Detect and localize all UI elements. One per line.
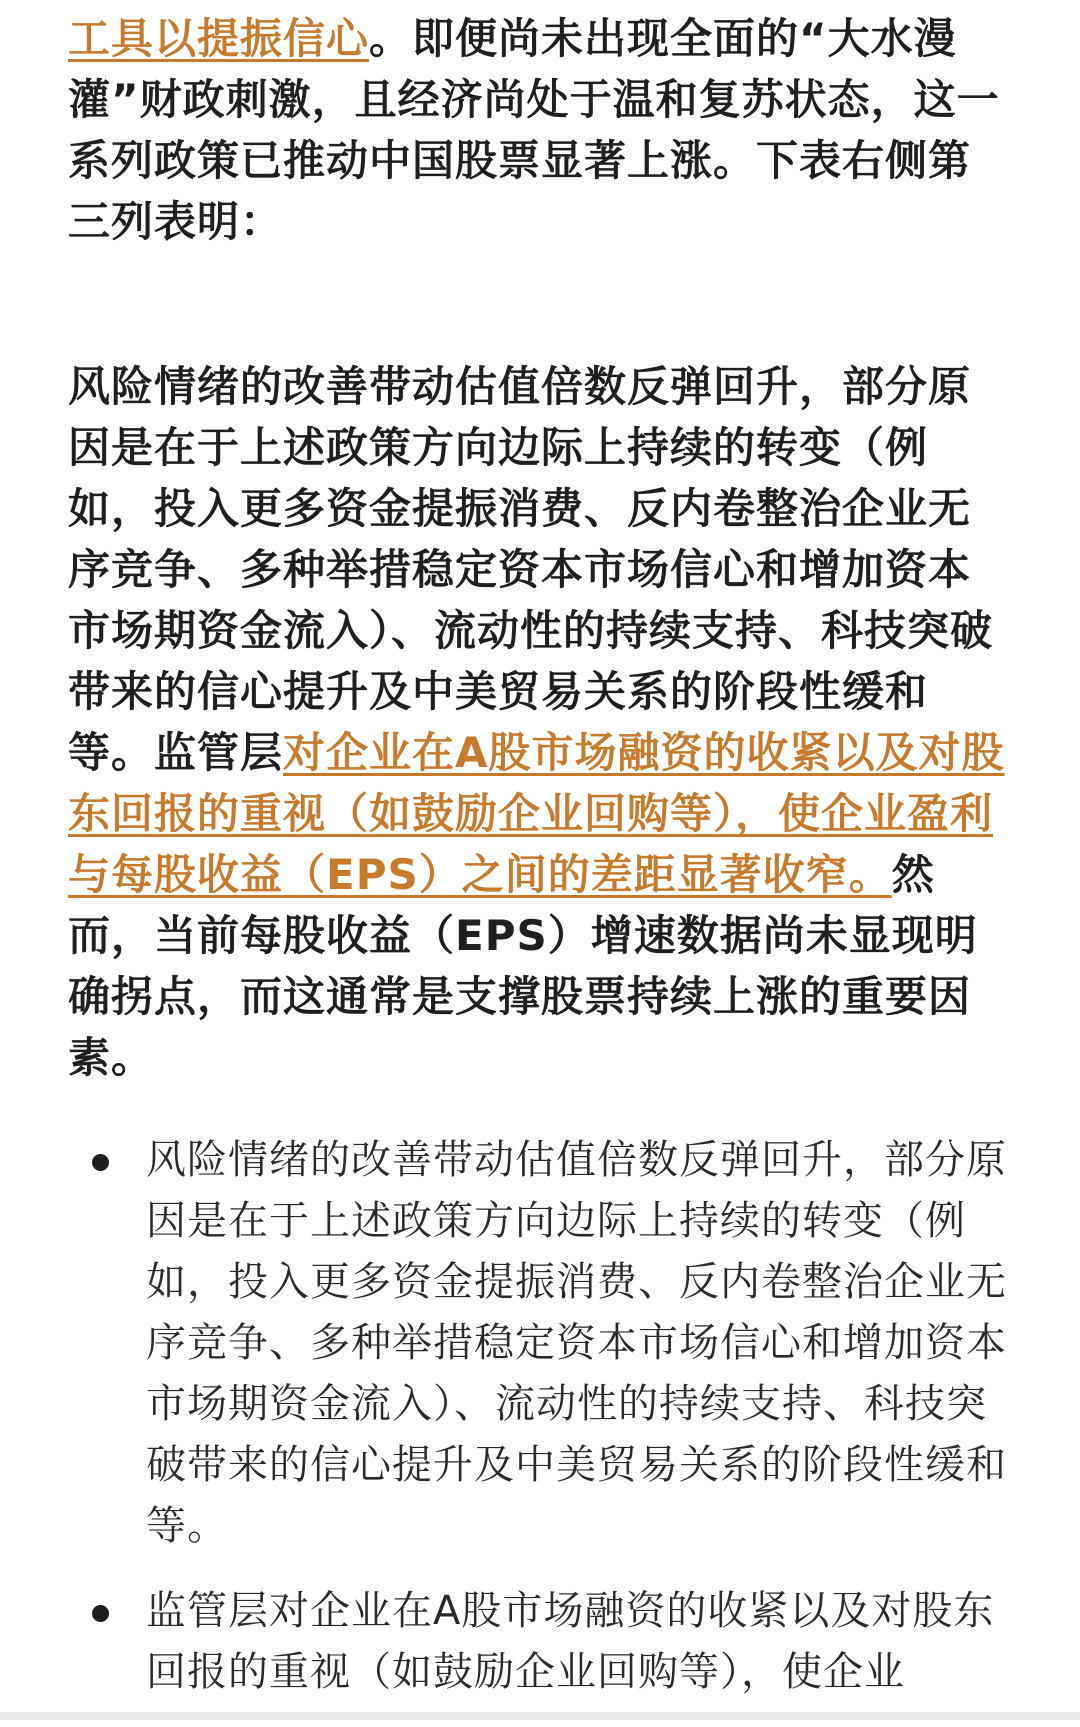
inline-link-eps-gap[interactable]: 对企业在A股市场融资的收紧以及对股东回报的重视（如鼓励企业回购等），使企业盈利与每股收益（EPS）之间的差距显著收窄。	[68, 728, 1005, 899]
bullet-text: 监管层对企业在A股市场融资的收紧以及对股东回报的重视（如鼓励企业回购等），使企业	[146, 1588, 995, 1695]
bullet-dot-icon	[92, 1605, 109, 1622]
bullet-dot-icon	[92, 1154, 109, 1171]
bullet-list	[68, 1130, 1008, 1727]
bullet-item-risk-sentiment	[68, 1130, 1008, 1557]
bottom-divider	[0, 1712, 1080, 1720]
paragraph-1	[68, 8, 1008, 252]
inline-link-confidence-tools[interactable]: 工具以提振信心	[68, 14, 370, 63]
bullet-item-regulator	[68, 1581, 1008, 1703]
bullet-text: 风险情绪的改善带动估值倍数反弹回升，部分原因是在于上述政策方向边际上持续的转变（例如，投入更多资金提振消费、反内卷整治企业无序竞争、多种举措稳定资本市场信心和增加资本市场期资金流入）、流动性的持续支持、科技突破带来的信心提升及中美贸易关系的阶段性缓和等。	[146, 1137, 1007, 1549]
paragraph-2	[68, 356, 1008, 1088]
paragraph-1-text: 。即便尚未出现全面的“大水漫灌”财政刺激，且经济尚处于温和复苏状态，这一系列政策已推动中国股票显著上涨。下表右侧第三列表明：	[68, 14, 1000, 246]
paragraph-2-text-after: 然而，当前每股收益（EPS）增速数据尚未显现明确拐点，而这通常是支撑股票持续上涨的重要因素。	[68, 850, 978, 1082]
paragraph-2-text-before: 风险情绪的改善带动估值倍数反弹回升，部分原因是在于上述政策方向边际上持续的转变（例如，投入更多资金提振消费、反内卷整治企业无序竞争、多种举措稳定资本市场信心和增加资本市场期资金流入）、流动性的持续支持、科技突破带来的信心提升及中美贸易关系的阶段性缓和等。监管层	[68, 362, 994, 777]
